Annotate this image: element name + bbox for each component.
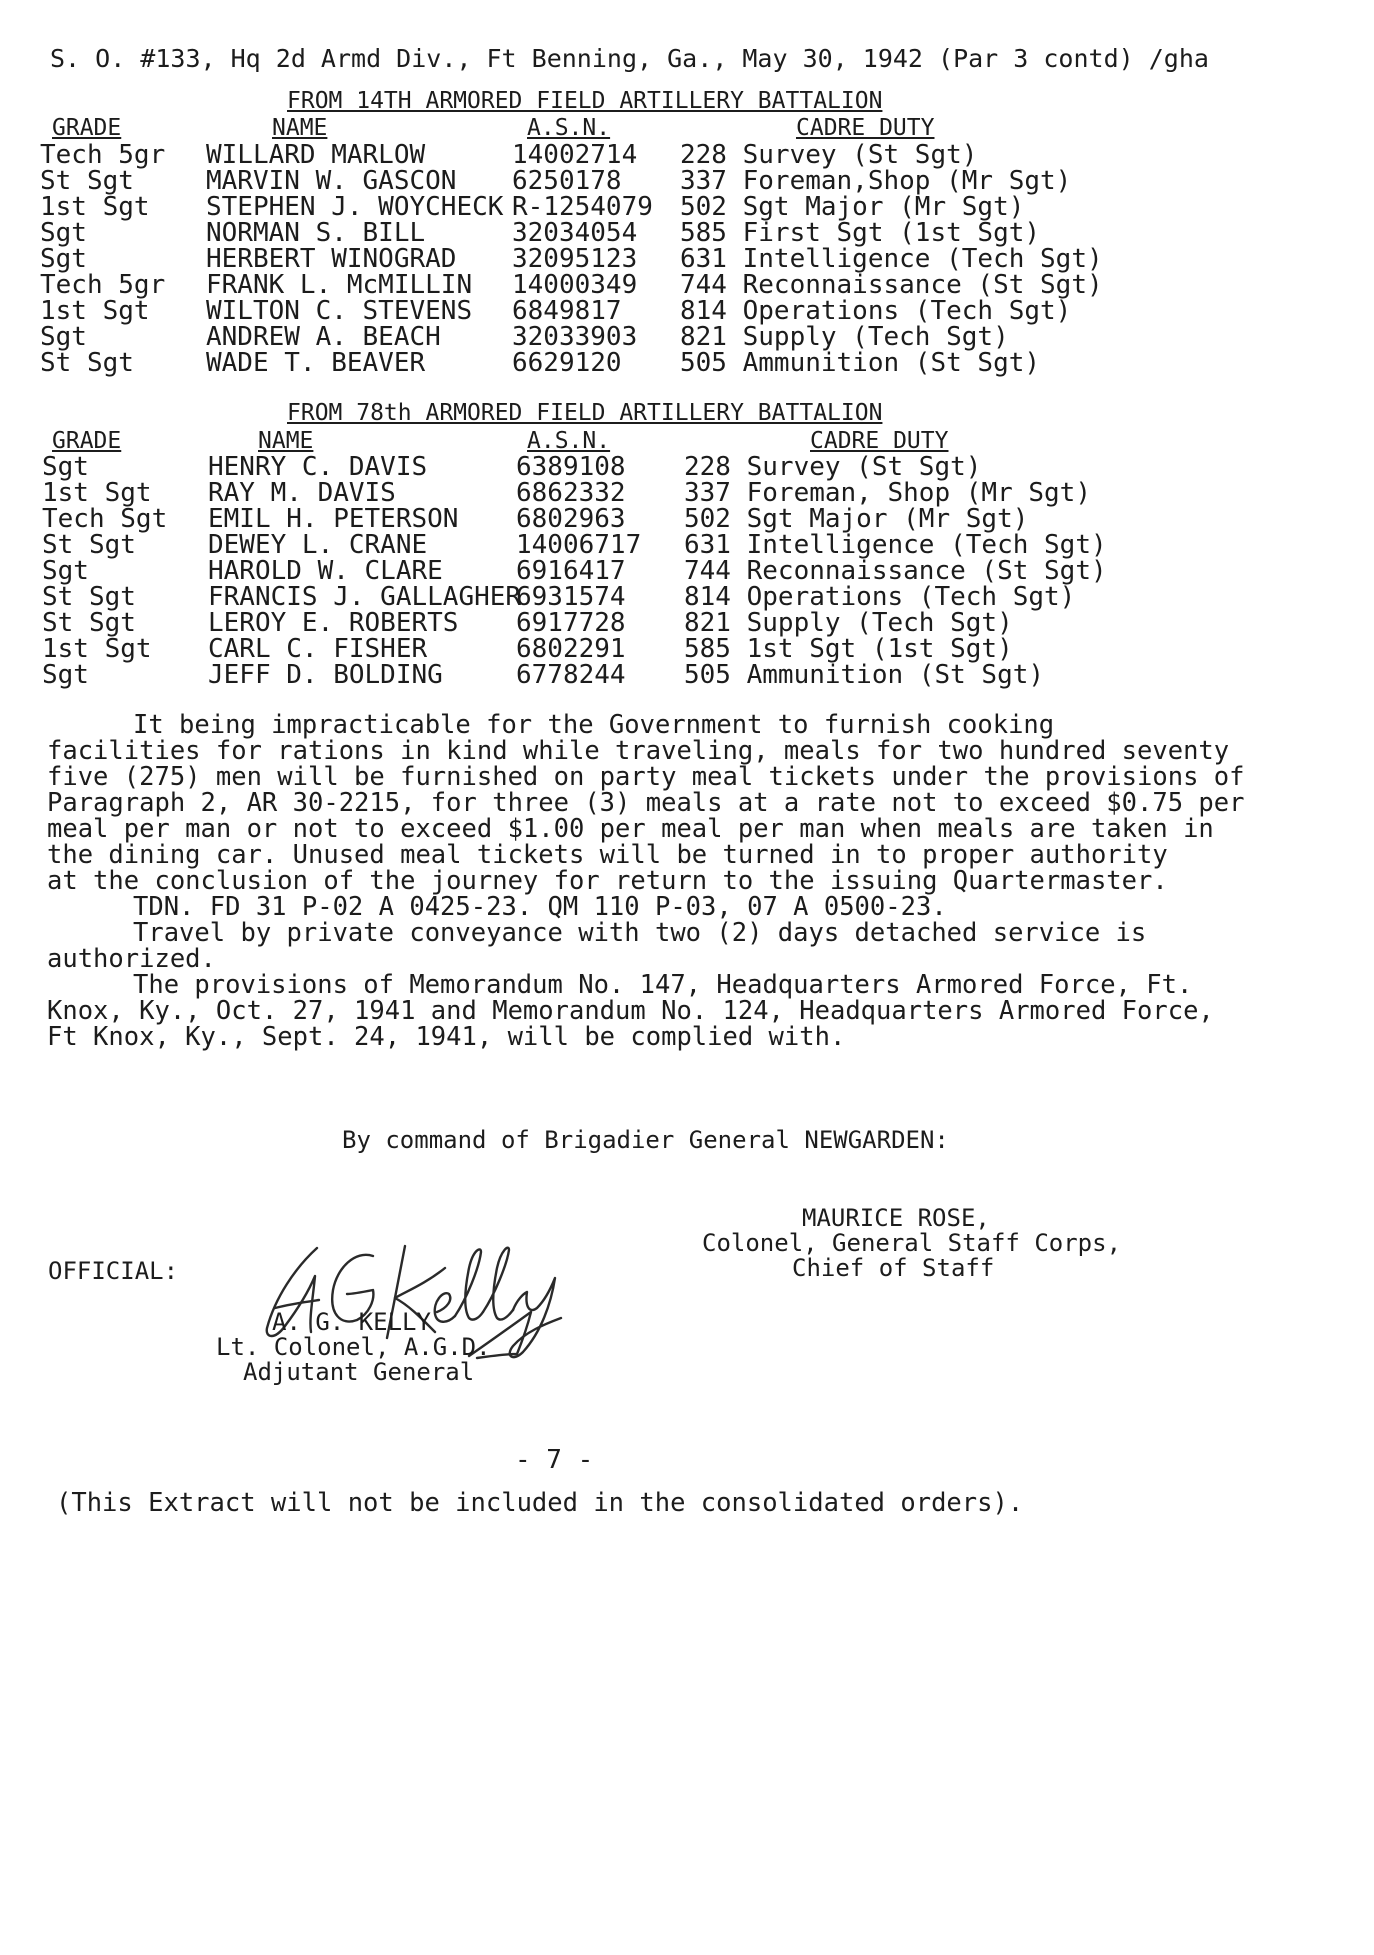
paragraph-line: Ft Knox, Ky., Sept. 24, 1941, will be complied with.	[47, 1022, 846, 1052]
paragraph-line: It being impracticable for the Government to furnish cooking	[133, 710, 1055, 740]
cell-duty: 228 Survey (St Sgt)	[680, 140, 978, 170]
footnote: (This Extract will not be included in the consolidated orders).	[56, 1488, 1024, 1518]
official-label: OFFICIAL:	[48, 1257, 179, 1285]
cell-name: RAY M. DAVIS	[208, 478, 396, 508]
cell-name: LEROY E. ROBERTS	[208, 608, 459, 638]
paragraph-line: Paragraph 2, AR 30-2215, for three (3) meals at a rate not to exceed $0.75 per	[47, 788, 1245, 818]
paragraph-line: authorized.	[47, 944, 216, 974]
cell-asn: 14006717	[516, 530, 642, 560]
cell-grade: 1st Sgt	[40, 192, 150, 222]
cell-asn: 6629120	[512, 348, 622, 378]
cell-duty: 505 Ammunition (St Sgt)	[684, 660, 1045, 690]
cell-name: HENRY C. DAVIS	[208, 452, 428, 482]
cell-duty: 631 Intelligence (Tech Sgt)	[684, 530, 1107, 560]
cell-name: WILTON C. STEVENS	[206, 296, 473, 326]
cell-asn: 6849817	[512, 296, 622, 326]
paragraph-line: meal per man or not to exceed $1.00 per meal per man when meals are taken in	[47, 814, 1214, 844]
cell-asn: 14002714	[512, 140, 638, 170]
cell-duty: 505 Ammunition (St Sgt)	[680, 348, 1041, 378]
cell-asn: 32033903	[512, 322, 638, 352]
column-header-asn: A.S.N.	[527, 428, 611, 454]
cell-asn: 6389108	[516, 452, 626, 482]
cell-name: ANDREW A. BEACH	[206, 322, 441, 352]
page-number: - 7 -	[515, 1445, 594, 1475]
column-header-cadre-duty: CADRE DUTY	[796, 115, 935, 141]
cell-grade: 1st Sgt	[42, 478, 152, 508]
cell-duty: 502 Sgt Major (Mr Sgt)	[684, 504, 1029, 534]
cell-duty: 585 1st Sgt (1st Sgt)	[684, 634, 1013, 664]
paragraph-line: the dining car. Unused meal tickets will be turned in to proper authority	[47, 840, 1168, 870]
cell-grade: Sgt	[42, 556, 89, 586]
cell-asn: 32034054	[512, 218, 638, 248]
cell-asn: 6931574	[516, 582, 626, 612]
chief-title: Chief of Staff	[792, 1254, 995, 1282]
cell-grade: St Sgt	[40, 166, 134, 196]
cell-grade: 1st Sgt	[40, 296, 150, 326]
cell-asn: 14000349	[512, 270, 638, 300]
cell-grade: 1st Sgt	[42, 634, 152, 664]
cell-name: MARVIN W. GASCON	[206, 166, 457, 196]
cell-name: EMIL H. PETERSON	[208, 504, 459, 534]
cell-name: CARL C. FISHER	[208, 634, 428, 664]
cell-duty: 814 Operations (Tech Sgt)	[684, 582, 1076, 612]
official-name: A. G. KELLY	[272, 1308, 431, 1336]
cell-name: JEFF D. BOLDING	[208, 660, 443, 690]
official-rank: Lt. Colonel, A.G.D.	[216, 1333, 491, 1361]
paragraph-line: five (275) men will be furnished on party meal tickets under the provisions of	[47, 762, 1245, 792]
cell-grade: Sgt	[40, 322, 87, 352]
command-line: By command of Brigadier General NEWGARDEN:	[342, 1126, 949, 1154]
cell-name: FRANCIS J. GALLAGHER	[208, 582, 522, 612]
cell-name: WILLARD MARLOW	[206, 140, 426, 170]
cell-grade: Sgt	[40, 218, 87, 248]
cell-grade: Tech 5gr	[40, 270, 166, 300]
cell-asn: 6802963	[516, 504, 626, 534]
cell-grade: Tech 5gr	[40, 140, 166, 170]
cell-duty: 502 Sgt Major (Mr Sgt)	[680, 192, 1025, 222]
chief-name: MAURICE ROSE,	[802, 1204, 990, 1232]
cell-duty: 744 Reconnaissance (St Sgt)	[684, 556, 1107, 586]
cell-name: WADE T. BEAVER	[206, 348, 426, 378]
cell-name: DEWEY L. CRANE	[208, 530, 428, 560]
column-header-asn: A.S.N.	[527, 115, 611, 141]
cell-asn: 32095123	[512, 244, 638, 274]
cell-name: HAROLD W. CLARE	[208, 556, 443, 586]
cell-duty: 585 First Sgt (1st Sgt)	[680, 218, 1041, 248]
official-title: Adjutant General	[243, 1358, 475, 1386]
cell-grade: St Sgt	[42, 582, 136, 612]
cell-duty: 337 Foreman, Shop (Mr Sgt)	[684, 478, 1091, 508]
cell-asn: 6778244	[516, 660, 626, 690]
cell-asn: 6802291	[516, 634, 626, 664]
column-header-grade: GRADE	[52, 428, 122, 454]
column-header-name: NAME	[272, 115, 328, 141]
cell-grade: Sgt	[42, 452, 89, 482]
cell-grade: Sgt	[40, 244, 87, 274]
paragraph-line: at the conclusion of the journey for return to the issuing Quartermaster.	[47, 866, 1168, 896]
cell-duty: 337 Foreman,Shop (Mr Sgt)	[680, 166, 1072, 196]
cell-grade: St Sgt	[42, 530, 136, 560]
cell-asn: R-1254079	[512, 192, 653, 222]
cell-grade: St Sgt	[40, 348, 134, 378]
chief-rank: Colonel, General Staff Corps,	[702, 1229, 1122, 1257]
cell-asn: 6250178	[512, 166, 622, 196]
paragraph-line: Knox, Ky., Oct. 27, 1941 and Memorandum No. 124, Headquarters Armored Force,	[47, 996, 1214, 1026]
cell-duty: 228 Survey (St Sgt)	[684, 452, 982, 482]
paragraph-line: Travel by private conveyance with two (2) days detached service is	[133, 918, 1147, 948]
cell-asn: 6917728	[516, 608, 626, 638]
column-header-name: NAME	[258, 428, 314, 454]
cell-name: HERBERT WINOGRAD	[206, 244, 457, 274]
cell-asn: 6916417	[516, 556, 626, 586]
cell-name: STEPHEN J. WOYCHECK	[206, 192, 504, 222]
cell-grade: Sgt	[42, 660, 89, 690]
cell-grade: Tech Sgt	[42, 504, 168, 534]
cell-duty: 821 Supply (Tech Sgt)	[684, 608, 1013, 638]
cell-asn: 6862332	[516, 478, 626, 508]
paragraph-line: facilities for rations in kind while traveling, meals for two hundred seventy	[47, 736, 1230, 766]
cell-name: FRANK L. McMILLIN	[206, 270, 473, 300]
cell-grade: St Sgt	[42, 608, 136, 638]
cell-duty: 821 Supply (Tech Sgt)	[680, 322, 1009, 352]
paragraph-line: The provisions of Memorandum No. 147, Headquarters Armored Force, Ft.	[133, 970, 1193, 1000]
document-header: S. O. #133, Hq 2d Armd Div., Ft Benning, Ga., May 30, 1942 (Par 3 contd) /gha	[50, 44, 1209, 73]
column-header-grade: GRADE	[52, 115, 122, 141]
section-title-78th: FROM 78th ARMORED FIELD ARTILLERY BATTALION	[287, 400, 883, 426]
column-header-cadre-duty: CADRE DUTY	[810, 428, 949, 454]
cell-name: NORMAN S. BILL	[206, 218, 426, 248]
cell-duty: 814 Operations (Tech Sgt)	[680, 296, 1072, 326]
section-title-14th: FROM 14TH ARMORED FIELD ARTILLERY BATTALION	[287, 88, 883, 114]
cell-duty: 631 Intelligence (Tech Sgt)	[680, 244, 1103, 274]
cell-duty: 744 Reconnaissance (St Sgt)	[680, 270, 1103, 300]
fund-citation: TDN. FD 31 P-02 A 0425-23. QM 110 P-03, 07 A 0500-23.	[133, 892, 947, 922]
